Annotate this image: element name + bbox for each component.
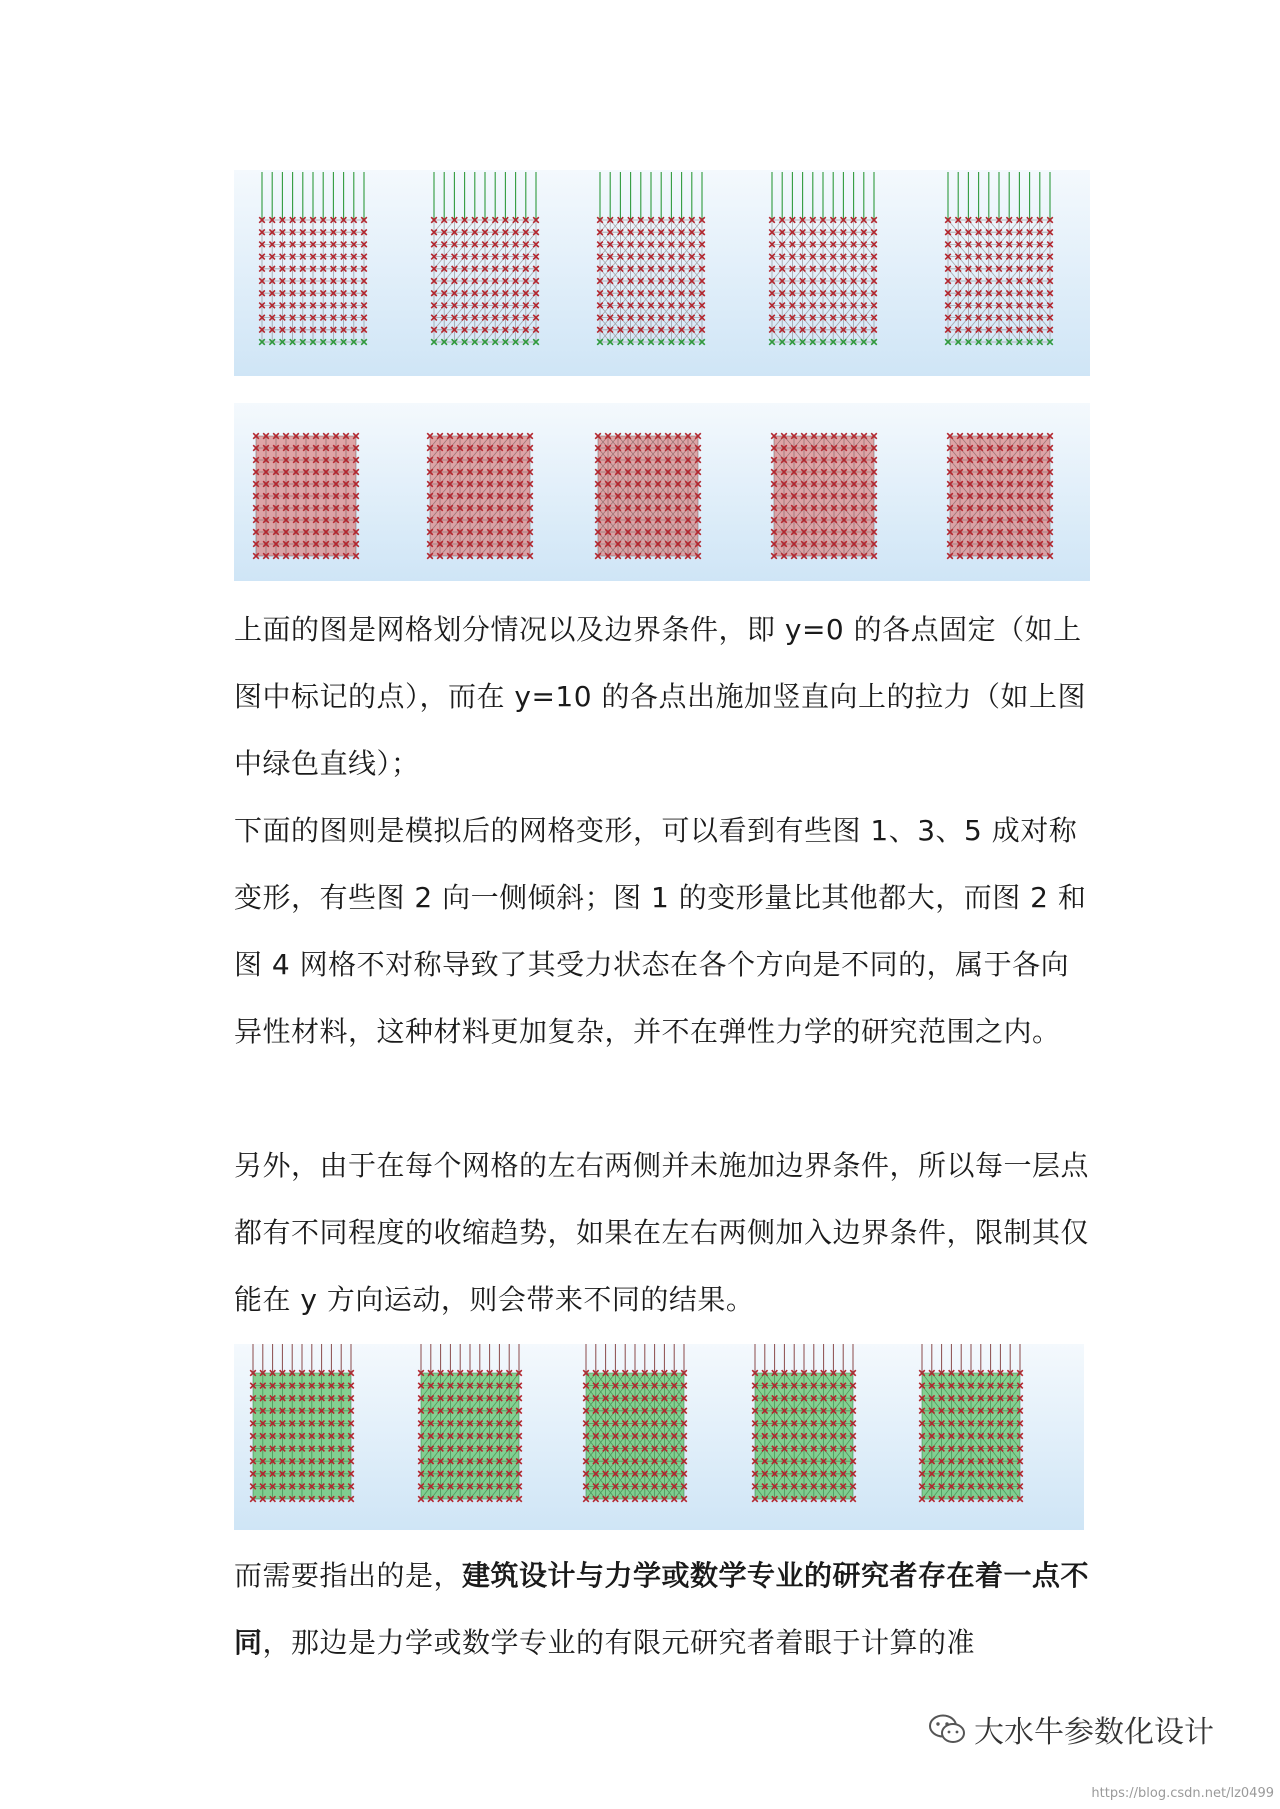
mesh-figures-middle [234,403,1090,581]
mesh-figure [771,433,877,559]
mesh-figure [945,172,1053,345]
mesh-figure [418,1370,522,1502]
paragraph-2: 下面的图则是模拟后的网格变形，可以看到有些图 1、3、5 成对称变形，有些图 2 向一侧倾斜；图 1 的变形量比其他都大，而图 2 和图 4 网格不对称导致了其受力状态在各个方向是不同的，属于各向异性材料，这种材料更加复杂，并不在弹性力学的研究范围之内。 [234,814,1087,1048]
mesh-figure [427,433,533,559]
figure-mesh-boundary [234,170,1090,376]
mesh-figure [595,433,701,559]
mesh-figure [919,1370,1023,1502]
mesh-figure [947,433,1053,559]
mesh-figure [250,1370,354,1502]
mesh-figure [583,1370,687,1502]
mesh-figure [259,172,367,345]
footer-brand-name: 大水牛参数化设计 [974,1715,1214,1750]
paragraph-4: 而需要指出的是，建筑设计与力学或数学专业的研究者存在着一点不同，那边是力学或数学专业的有限元研究者着眼于计算的准 [234,1559,1090,1659]
mesh-figure [253,433,359,559]
wechat-icon [928,1713,966,1745]
mesh-figure [752,1370,856,1502]
watermark-url: https://blog.csdn.net/lz0499 [1091,1786,1274,1801]
mesh-figure [431,172,539,345]
figure-mesh-constrained [234,1344,1084,1530]
paragraph-1: 上面的图是网格划分情况以及边界条件，即 y=0 的各点固定（如上图中标记的点），而在 y=10 的各点出施加竖直向上的拉力（如上图中绿色直线）； [234,613,1086,780]
paragraph-3: 另外，由于在每个网格的左右两侧并未施加边界条件，所以每一层点都有不同程度的收缩趋势，如果在左右两侧加入边界条件，限制其仅能在 y 方向运动，则会带来不同的结果。 [234,1149,1090,1316]
mesh-figure [597,172,705,345]
paragraph-4-bold: 建筑设计与力学或数学专业的研究者存在着一点不同 [234,1559,1090,1659]
mesh-figures-top [234,170,1090,376]
figure-mesh-deformed [234,403,1090,581]
footer-brand [928,1707,1214,1751]
mesh-figure [769,172,877,345]
mesh-figures-bottom [234,1344,1084,1530]
